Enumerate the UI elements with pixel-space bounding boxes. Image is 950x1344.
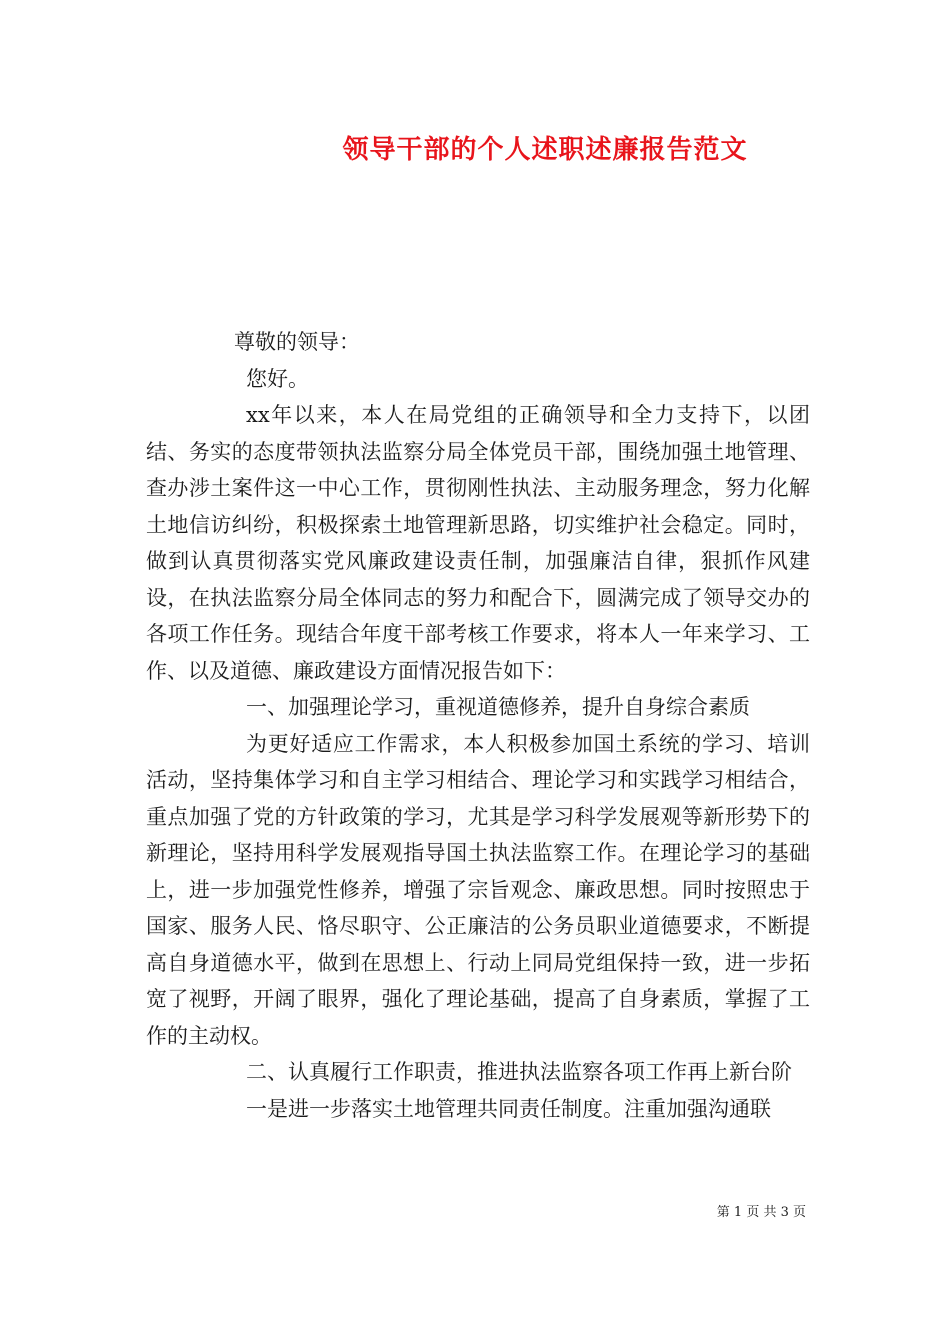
document-body [146,324,810,1127]
paragraph-intro: xx年以来，本人在局党组的正确领导和全力支持下，以团结、务实的态度带领执法监察分局全体党员干部，围绕加强土地管理、查办涉土案件这一中心工作，贯彻刚性执法、主动服务理念，努力化解土地信访纠纷，积极探索土地管理新思路，切实维护社会稳定。同时，做到认真贯彻落实党风廉政建设责任制，加强廉洁自律，狠抓作风建设，在执法监察分局全体同志的努力和配合下，圆满完成了领导交办的各项工作任务。现结合年度干部考核工作要求，将本人一年来学习、工作、以及道德、廉政建设方面情况报告如下： [146,403,810,683]
section-heading-1: 一、加强理论学习，重视道德修养，提升自身综合素质 [246,695,750,719]
paragraph-duty-1: 一是进一步落实土地管理共同责任制度。注重加强沟通联 [246,1096,771,1121]
section-heading-2: 二、认真履行工作职责，推进执法监察各项工作再上新台阶 [246,1060,792,1084]
greeting: 您好。 [246,366,309,391]
document-title: 领导干部的个人述职述廉报告范文 [342,135,748,165]
page-number: 第 1 页 共 3 页 [716,1205,806,1220]
paragraph-study: 为更好适应工作需求，本人积极参加国土系统的学习、培训活动，坚持集体学习和自主学习相结合、理论学习和实践学习相结合，重点加强了党的方针政策的学习，尤其是学习科学发展观等新形势下的新理论，坚持用科学发展观指导国土执法监察工作。在理论学习的基础上，进一步加强党性修养，增强了宗旨观念、廉政思想。同时按照忠于国家、服务人民、恪尽职守、公正廉洁的公务员职业道德要求，不断提高自身道德水平，做到在思想上、行动上同局党组保持一致，进一步拓宽了视野，开阔了眼界，强化了理论基础，提高了自身素质，掌握了工作的主动权。 [146,731,810,1048]
salutation: 尊敬的领导： [234,330,360,354]
